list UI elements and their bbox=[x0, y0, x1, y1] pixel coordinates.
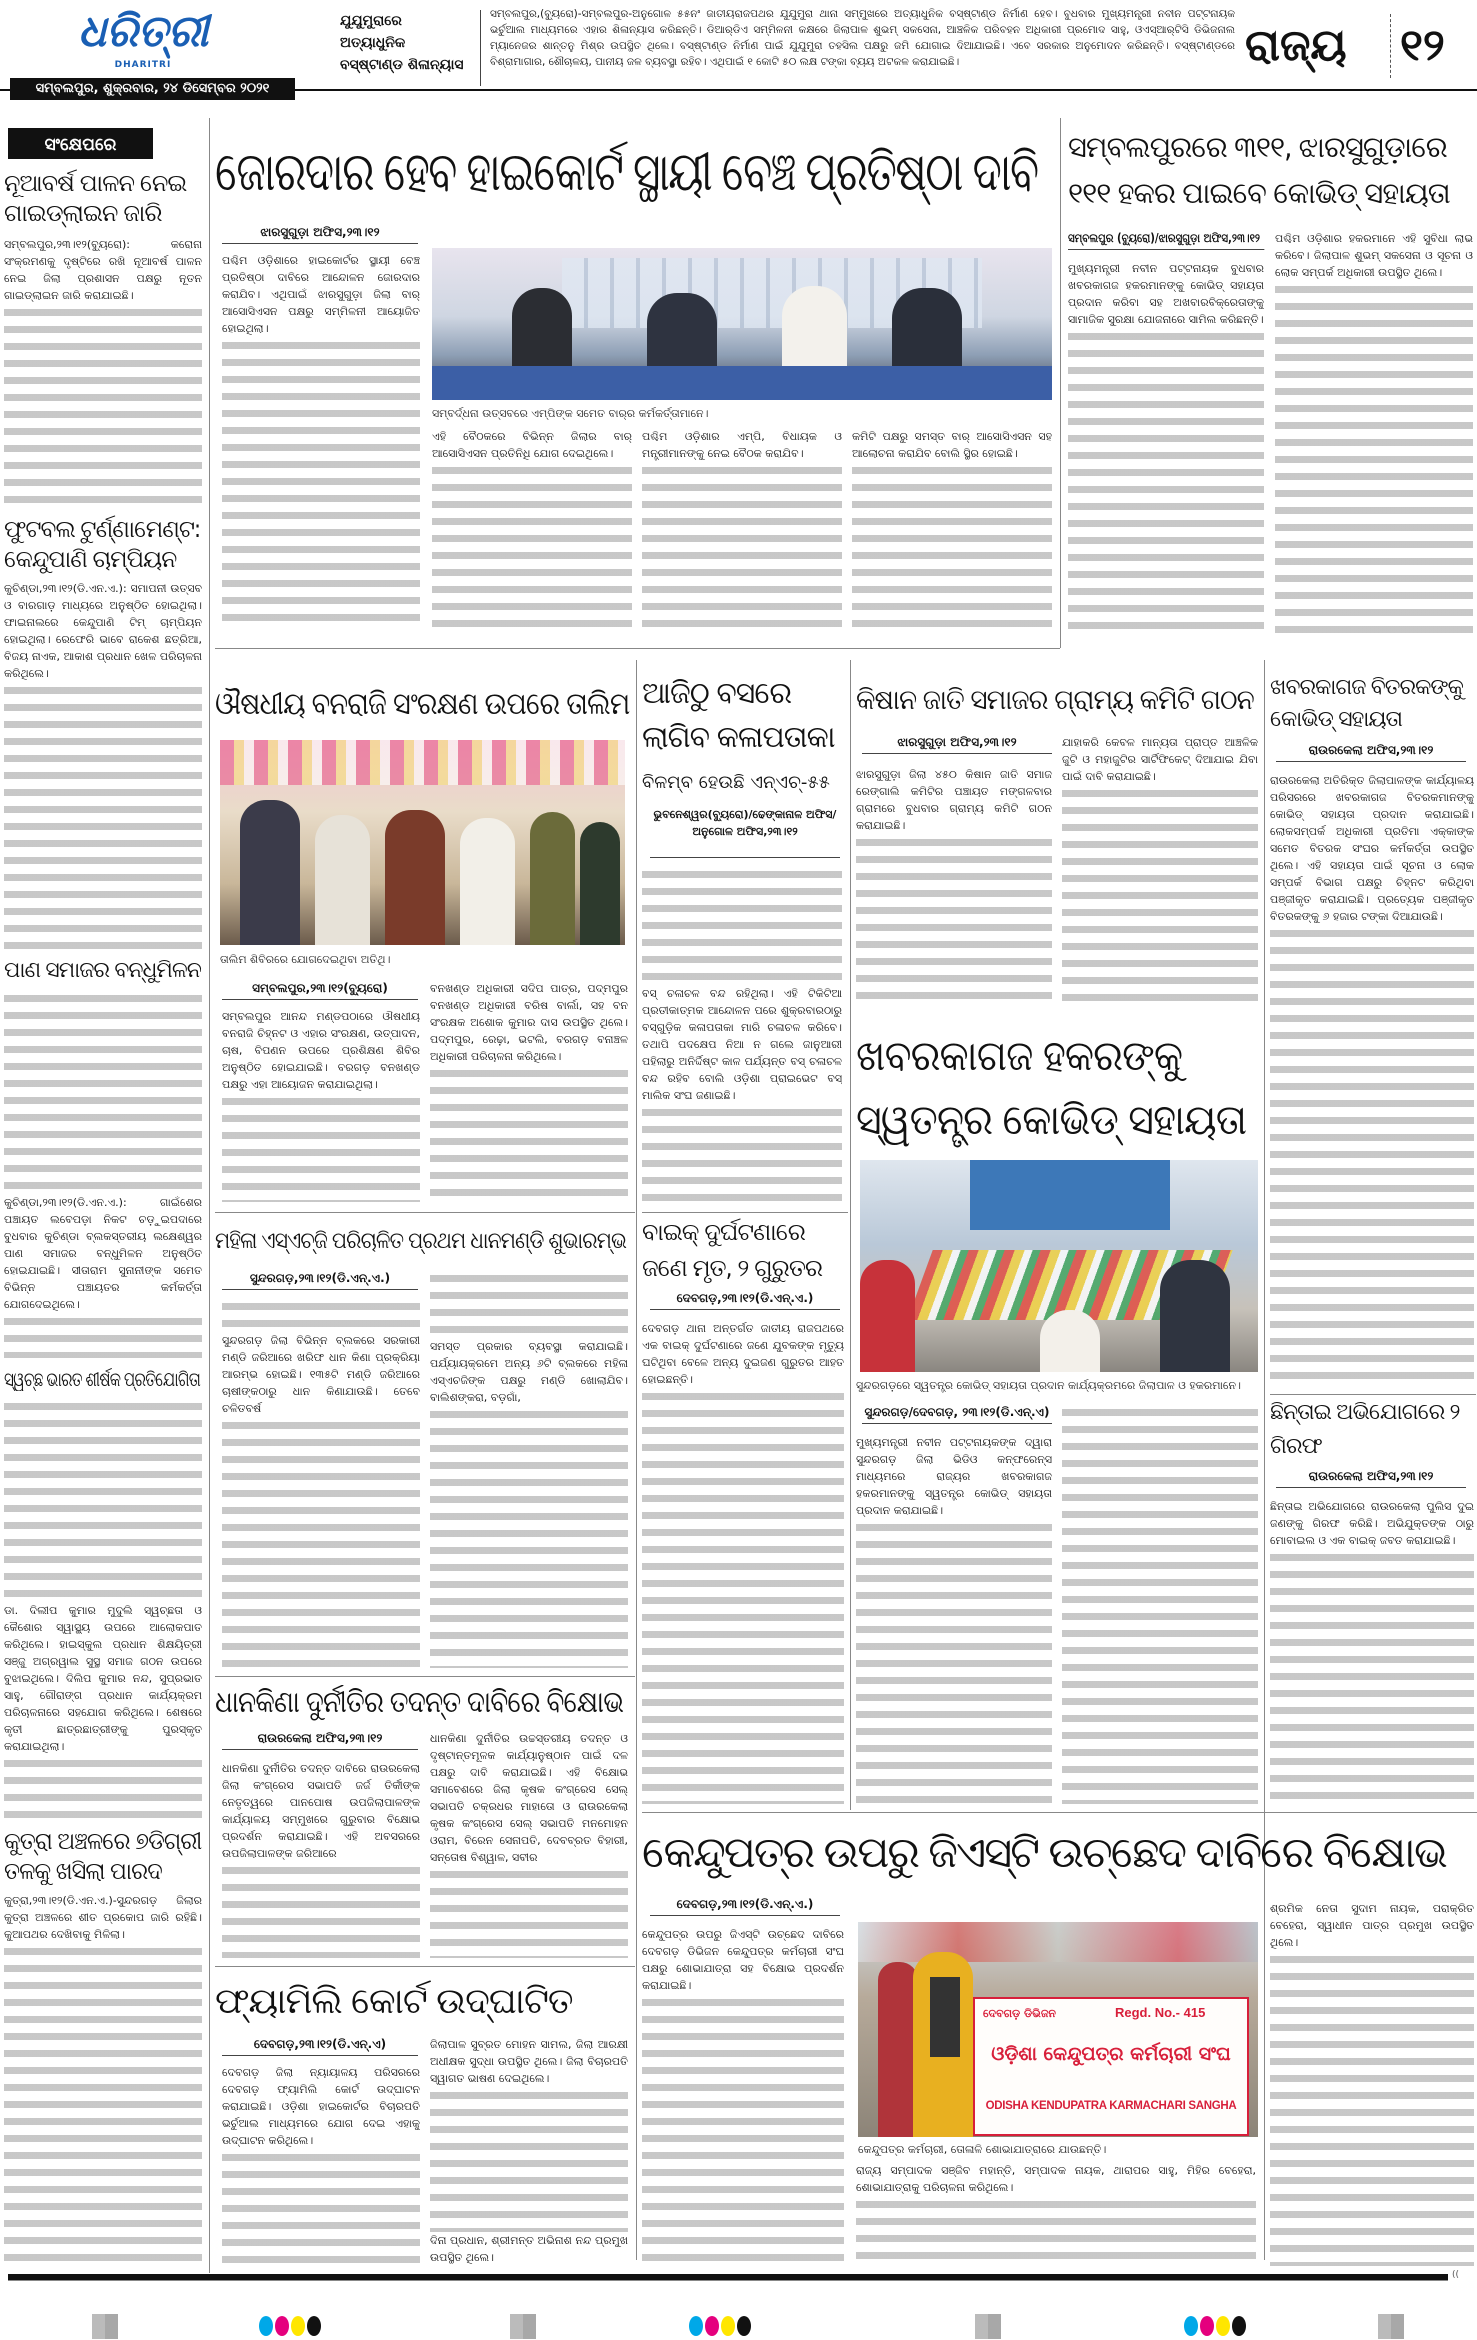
family-body: ଜିଲାପାଳ ସୁବ୍ରତ ମୋହନ ସାମଲ, ଜିଲା ଆରକ୍ଷୀ ଅଧୀକ୍ଷକ ସୁଦ୍ଧା ଉପସ୍ଥିତ ଥିଲେ। ଜିଲା ବିଚାରପତି ସ୍ୱାଗତ ଭାଷଣ ଦେଇଥିଲେ। ଦିନା ପ୍ରଧାନ, ଶ୍ରୀମନ୍ତ ଅଭିନାଶ ନନ୍ଦ ପ୍ରମୁଖ ଉପସ୍ଥିତ ଥିଲେ। bbox=[430, 2038, 628, 2264]
kendu-dateline: ଦେବଗଡ଼,୨୩।୧୨(ଡି.ଏନ୍.ଏ.) bbox=[650, 1896, 840, 1916]
color-registration-icon bbox=[1183, 2316, 1247, 2340]
paddy-dateline: ରାଉରକେଲା ଅଫିସ,୨୩।୧୨ bbox=[222, 1730, 418, 1750]
paddy-body: ଧାନକିଣା ଦୁର୍ନୀତିର ତଦନ୍ତ ଦାବିରେ ରାଉରକେଲା ଜିଲା କଂଗ୍ରେସ ସଭାପତି ଜର୍ଜ ତିର୍କୀଙ୍କ ନେତୃତ୍ୱରେ ପାନପୋଷ ଉପଜିଲାପାଳଙ୍କ କାର୍ଯ୍ୟାଳୟ ସମ୍ମୁଖରେ ଗୁରୁବାର ବିକ୍ଷୋଭ ପ୍ରଦର୍ଶନ କରାଯାଇଛି। ଏହି ଅବସରରେ ଉପଜିଲାପାଳଙ୍କ ଜରିଆରେ bbox=[222, 1760, 420, 1958]
herbal-photo bbox=[220, 740, 625, 945]
distributor-dateline: ରାଉରକେଲା ଅଫିସ,୨୩।୧୨ bbox=[1276, 742, 1466, 762]
bike-headline: ବାଇକ୍ ଦୁର୍ଘଟଣାରେ ଜଣେ ମୃତ, ୨ ଗୁରୁତର bbox=[642, 1218, 823, 1282]
bottom-rule bbox=[8, 2274, 1448, 2281]
herbal-dateline: ସମ୍ବଲପୁର,୨୩।୧୨(ବ୍ୟୁରୋ) bbox=[222, 980, 418, 1000]
gray-swatch bbox=[975, 2314, 1001, 2339]
brief-headline: ନୂଆବର୍ଷ ପାଳନ ନେଇ ଗାଇଡ୍‌ଲାଇନ ଜାରି bbox=[4, 169, 187, 227]
lead-headline: ଜୋରଦାର ହେବ ହାଇକୋର୍ଟ ସ୍ଥାୟୀ ବେଞ୍ଚ ପ୍ରତିଷ୍ଠା ଦାବି bbox=[215, 140, 1038, 203]
lead-body: ପଶ୍ଚିମ ଓଡ଼ିଶାରେ ହାଇକୋର୍ଟର ସ୍ଥାୟୀ ବେଞ୍ଚ ପ୍ରତିଷ୍ଠା ଦାବିରେ ଆନ୍ଦୋଳନ ଜୋରଦାର କରାଯିବ। ଏଥିପାଇଁ ଝାରସୁଗୁଡ଼ା ଜିଲା ବାର୍ ଆସୋସିଏସନ ପକ୍ଷରୁ ସମ୍ମିଳନୀ ଆୟୋଜିତ ହୋଇଥିଲା। bbox=[222, 252, 420, 630]
logo-text: ଧରିତ୍ରୀ bbox=[78, 6, 209, 57]
hawker-body: ମୁଖ୍ୟମନ୍ତ୍ରୀ ନବୀନ ପଟ୍ଟନାୟକ ବୁଧବାର ଖବରକାଗଜ ହକରମାନଙ୍କୁ କୋଭିଡ୍ ସହାୟତା ପ୍ରଦାନ କରିବା ସହ ଅଖବାରବିକ୍ରେତାଙ୍କୁ ସାମାଜିକ ସୁରକ୍ଷା ଯୋଜନାରେ ସାମିଲ କରିଛନ୍ତି। bbox=[1068, 260, 1264, 638]
banner-union-name-english: ODISHA KENDUPATRA KARMACHARI SANGHA bbox=[985, 2100, 1237, 2112]
issue-dateline: ସମ୍ବଲପୁର, ଶୁକ୍ରବାର, ୨୪ ଡିସେମ୍ବର ୨୦୨୧ bbox=[10, 78, 295, 100]
shg-body: ସମସ୍ତ ପ୍ରକାର ବ୍ୟବସ୍ଥା କରାଯାଇଛି। ପର୍ଯ୍ୟାୟକ୍ରମେ ଅନ୍ୟ ୬ଟି ବ୍ଲକରେ ମହିଳା ଏସ୍‌ଏଚଜିଙ୍କ ପକ୍ଷରୁ ମଣ୍ଡି ଖୋଲାଯିବ। ବାଲିଶଙ୍କରା, ବଡ଼ଗାଁ, bbox=[430, 1270, 628, 1668]
kendu-body: ଶ୍ରମିକ ନେତା ସୁଦାମ ନାୟକ, ପରାକ୍ରିତ ବେହେରା, ସ୍ୱାଧୀନ ପାତ୍ର ପ୍ରମୁଖ ଉପସ୍ଥିତ ଥିଲେ। bbox=[1270, 1900, 1474, 2266]
kisan-dateline: ଝାରସୁଗୁଡ଼ା ଅଫିସ,୨୩।୧୨ bbox=[862, 734, 1052, 754]
bike-dateline: ଦେବଗଡ଼,୨୩।୧୨(ଡି.ଏନ୍.ଏ.) bbox=[650, 1290, 840, 1310]
family-body: ଦେବଗଡ଼ ଜିଲା ନ୍ୟାୟାଳୟ ପରିସରରେ ଦେବଗଡ଼ ଫ୍ୟାମିଲି କୋର୍ଟ ଉଦ୍‌ଘାଟନ କରାଯାଇଛି। ଓଡ଼ିଶା ହାଇକୋର୍ଟର ବିଚାରପତି ଭର୍ଚୁଆଲ ମାଧ୍ୟମରେ ଯୋଗ ଦେଇ ଏହାକୁ ଉଦ୍‌ଘାଟନ କରିଥିଲେ। bbox=[222, 2064, 420, 2266]
snatch-headline: ଛିନ୍ତାଇ ଅଭିଯୋଗରେ ୨ ଗିରଫ bbox=[1270, 1400, 1460, 1459]
gray-swatch bbox=[1378, 2314, 1404, 2339]
bike-body: ଦେବଗଡ଼ ଥାନା ଅନ୍ତର୍ଗତ ଜାତୀୟ ରାଜପଥରେ ଏକ ବାଇକ୍ ଦୁର୍ଘଟଣାରେ ଜଣେ ଯୁବକଙ୍କ ମୃତ୍ୟୁ ଘଟିଥିବା ବେଳେ ଅନ୍ୟ ଦୁଇଜଣ ଗୁରୁତର ଆହତ ହୋଇଛନ୍ତି। bbox=[642, 1320, 844, 1804]
kendu-headline: କେନ୍ଦୁପତ୍ର ଉପରୁ ଜିଏସ୍‌ଟି ଉଚ୍ଛେଦ ଦାବିରେ ବିକ୍ଷୋଭ bbox=[642, 1828, 1446, 1878]
paddy-body: ଧାନକିଣା ଦୁର୍ନୀତିର ଉଚ୍ଚସ୍ତରୀୟ ତଦନ୍ତ ଓ ଦୃଷ୍ଟାନ୍ତମୂଳକ କାର୍ଯ୍ୟାନୁଷ୍ଠାନ ପାଇଁ ଦଳ ପକ୍ଷରୁ ଦାବି କରାଯାଇଛି। ଏହି ବିକ୍ଷୋଭ ସମାବେଶରେ ଜିଲା କୃଷକ କଂଗ୍ରେସ ସେଲ୍ ସଭାପତି ଚକ୍ରଧର ମାହାତୋ ଓ ରାଉରକେଲା କୃଷକ କଂଗ୍ରେସ ସେଲ୍ ସଭାପତି ମନମୋହନ ଓରାମ, ବିରେନ ସେନାପତି, ଦେବବ୍ରତ ବିହାରୀ, ସନ୍ତୋଷ ବିଶ୍ୱାଳ, ସବୀର bbox=[430, 1730, 628, 1958]
banner-union-name: ଓଡ଼ିଶା କେନ୍ଦୁପତ୍ର କର୍ମଚାରୀ ସଂଘ bbox=[991, 2043, 1231, 2065]
masthead bbox=[0, 0, 1477, 106]
brief-body: କୁଚିଣ୍ଡା,୨୩।୧୨(ଡି.ଏନ.ଏ.): ସମାପନୀ ଉତ୍ସବ ଓ ବାରଗାଡ଼ ମାଧ୍ୟରେ ଅନୁଷ୍ଠିତ ହୋଇଥିଲା। ଫାଇନାଲରେ କେନ୍ଦୁପାଣି ଟିମ୍ ଚାମ୍ପିୟନ ହୋଇଥିଲା। ରେଫେରି ଭାବେ ରାକେଶ ଛତ୍ରିଆ, ବିଜୟ ନାଏକ, ଆକାଶ ପ୍ରଧାନ ଖେଳ ପରିଚାଳନା କରିଥିଲେ। bbox=[4, 580, 202, 950]
sidebar-brief-column bbox=[0, 118, 205, 2273]
protest-banner bbox=[973, 1997, 1249, 2136]
special-photo bbox=[860, 1160, 1258, 1372]
gray-swatch bbox=[92, 2314, 118, 2339]
special-dateline: ସୁନ୍ଦରଗଡ଼/ଦେବଗଡ଼, ୨୩।୧୨(ଡି.ଏନ୍.ଏ) bbox=[862, 1404, 1052, 1424]
section-label: ରାଜ୍ୟ bbox=[1245, 20, 1347, 71]
brief-headline: କୁତ୍ରା ଅଞ୍ଚଳରେ ୭ଡିଗ୍ରୀ ତଳକୁ ଖସିଲା ପାରଦ bbox=[4, 1827, 202, 1885]
snatch-body: ଛିନ୍ତାଇ ଅଭିଯୋଗରେ ରାଉରକେଲା ପୁଲିସ ଦୁଇ ଜଣଙ୍କୁ ଗିରଫ କରିଛି। ଅଭିଯୁକ୍ତଙ୍କ ଠାରୁ ମୋବାଇଲ ଓ ଏକ ବାଇକ୍ ଜବତ କରାଯାଇଛି। bbox=[1270, 1498, 1474, 1804]
banner-division: ଦେବଗଡ଼ ଡିଭିଜନ bbox=[983, 2007, 1056, 2020]
person-figure bbox=[878, 1962, 918, 2137]
lead-body: କମିଟି ପକ୍ଷରୁ ସମସ୍ତ ବାର୍ ଆସୋସିଏସନ ସହ ଆଲୋଚନା କରାଯିବ ବୋଲି ସ୍ଥିର ହୋଇଛି। bbox=[852, 428, 1052, 628]
lead-photo-caption: ସମ୍ବର୍ଦ୍ଧନା ଉତ୍ସବରେ ଏମ୍‌ପିଙ୍କ ସମେତ ବାର୍‌ର କର୍ମକର୍ତ୍ତାମାନେ। bbox=[432, 407, 709, 420]
hawker-dateline: ସମ୍ବଲପୁର (ବ୍ୟୁରୋ)/ଝାରସୁଗୁଡ଼ା ଅଫିସ,୨୩।୧୨ bbox=[1068, 230, 1264, 250]
kisan-body: ଯାହାକରି କେବଳ ମାନ୍ୟତା ପ୍ରାପ୍ତ ଆଞ୍ଚଳିକ ଜୁଟି ଓ ମହାଜୁଟିର ସାର୍ଟିଫିକେଟ୍ ଦିଆଯାଇ ଯିବା ପାଇଁ ଦାବି କରାଯାଇଛି। bbox=[1062, 734, 1258, 1006]
registration-marks bbox=[0, 2314, 1477, 2339]
lead-dateline: ଝାରସୁଗୁଡ଼ା ଅଫିସ,୨୩।୧୨ bbox=[222, 224, 418, 244]
page-marker: (( bbox=[1452, 2270, 1460, 2280]
special-headline: ଖବରକାଗଜ ହକରଙ୍କୁ ସ୍ୱତନ୍ତ୍ର କୋଭିଡ୍ ସହାୟତା bbox=[856, 1031, 1247, 1144]
bus-body: ବସ୍ ଚଳାଚଳ ବନ୍ଦ ରହିଥିଲା। ଏହି ଟିକିଟିଆ ପ୍ରତୀକାତ୍ମକ ଆନ୍ଦୋଳନ ପରେ ଶୁକ୍ରବାରଠାରୁ ବସ୍‌ଗୁଡ଼ିକ କଳାପତାକା ମାରି ଚଳାଚଳ କରିବେ। ତଥାପି ପଦକ୍ଷେପ ନିଆ ନ ଗଲେ ଜାନୁଆରୀ ପହିଲାରୁ ଅନିର୍ଦ୍ଦିଷ୍ଟ କାଳ ପର୍ଯ୍ୟନ୍ତ ବସ୍ ଚଳାଚଳ ବନ୍ଦ ରହିବ ବୋଲି ଓଡ଼ିଶା ପ୍ରାଇଭେଟ ବସ୍ ମାଲିକ ସଂଘ ଜଣାଇଛି। bbox=[642, 866, 842, 1202]
family-headline: ଫ୍ୟାମିଲି କୋର୍ଟ ଉଦ୍‌ଘାଟିତ bbox=[215, 1981, 573, 2022]
shg-dateline: ସୁନ୍ଦରଗଡ଼,୨୩।୧୨(ଡି.ଏନ୍.ଏ.) bbox=[222, 1270, 418, 1290]
kendu-photo bbox=[858, 1922, 1258, 2137]
special-body bbox=[1062, 1404, 1258, 1804]
person-figure bbox=[930, 1977, 960, 2057]
kendu-body: ରାଜ୍ୟ ସମ୍ପାଦକ ସଞ୍ଜିବ ମହାନ୍ତି, ସମ୍ପାଦକ ନାୟକ, ଥାରାପର ସାହୁ, ମିହିର ବେହେରା, ଶୋଭାଯାତ୍ରାକୁ ପରିଚାଳନା କରିଥିଲେ। bbox=[856, 2162, 1256, 2266]
shg-headline: ମହିଳା ଏସ୍‌ଏଚ୍‌ଜି ପରିଚାଳିତ ପ୍ରଥମ ଧାନମଣ୍ଡି ଶୁଭାରମ୍ଭ bbox=[215, 1228, 627, 1254]
brief-headline: ଯୁଯୁମୁରାରେ ଅତ୍ୟାଧୁନିକ ବସ୍‌ଷ୍ଟାଣ୍ଡ ଶିଳାନ୍ୟାସ bbox=[340, 13, 464, 73]
brief-body: ଡା. ଦିଲୀପ କୁମାର ମୁଦୁଲି ସ୍ୱଚ୍ଛତା ଓ କୈଶୋର ସ୍ୱାସ୍ଥ୍ୟ ଉପରେ ଆଲୋକପାତ କରିଥିଲେ। ହାଇସ୍କୁଲ ପ୍ରଧାନ ଶିକ୍ଷୟିତ୍ରୀ ସଞ୍ଜୁ ଅଗ୍ରୱାଲ ସୁସ୍ଥ ସମାଜ ଗଠନ ଉପରେ ବୁଝାଇଥିଲେ। ଦିଲିପ କୁମାର ନନ୍ଦ, ସୁପ୍ରଭାତ ସାହୁ, ଗୌରାଙ୍ଗ ପ୍ରଧାନ କାର୍ଯ୍ୟକ୍ରମ ପରିଚାଳନାରେ ସହଯୋଗ କରିଥିଲେ। ଶେଷରେ କୃତୀ ଛାତ୍ରଛାତ୍ରୀଙ୍କୁ ପୁରସ୍କୃତ କରାଯାଇଥିଲା। bbox=[4, 1398, 202, 1818]
brief-headline: ସ୍ୱଚ୍ଛ ଭାରତ ଶୀର୍ଷକ ପ୍ରତିଯୋଗିତା bbox=[4, 1367, 201, 1391]
banner-registration: Regd. No.- 415 bbox=[1115, 2005, 1206, 2020]
hawker-body: ପଶ୍ଚିମ ଓଡ଼ିଶାର ହକରମାନେ ଏହି ସୁବିଧା ଲାଭ କରିବେ। ଜିଲାପାଳ ଶୁଭମ୍ ସକସେନା ଓ ସୂଚନା ଓ ଲୋକ ସମ୍ପର୍କ ଅଧିକାରୀ ଉପସ୍ଥିତ ଥିଲେ। bbox=[1275, 230, 1473, 638]
bus-subhead: ବିଳମ୍ବ ହେଉଛି ଏନ୍‌ଏଚ୍-୫୫ bbox=[642, 772, 830, 793]
brief-body: କୁତ୍ରା,୨୩।୧୨(ଡି.ଏନ.ଏ.)-ସୁନ୍ଦରଗଡ଼ ଜିଲାର କୁତ୍ରା ଅଞ୍ଚଳରେ ଶୀତ ପ୍ରକୋପ ଜାରି ରହିଛି। କୁଆପଥର ଦେଖିବାକୁ ମିଳିଲା। bbox=[4, 1892, 202, 2264]
brief-headline: ପାଣ ସମାଜର ବନ୍ଧୁମିଳନ bbox=[4, 958, 201, 983]
herbal-body: ସମ୍ବଲପୁର ଆନନ୍ଦ ମଣ୍ଡପଠାରେ ଔଷଧୀୟ ବନରାଜି ଚିହ୍ନଟ ଓ ଏହାର ସଂରକ୍ଷଣ, ଉତ୍ପାଦନ, ଚାଷ, ବିପଣନ ଉପରେ ପ୍ରଶିକ୍ଷଣ ଶିବିର ଅନୁଷ୍ଠିତ ହୋଇଯାଇଛି। ବରଗଡ଼ ବନଖଣ୍ଡ ପକ୍ଷରୁ ଏହା ଆୟୋଜନ କରାଯାଇଥିଲା। bbox=[222, 1008, 420, 1202]
distributor-headline: ଖବରକାଗଜ ବିତରକଙ୍କୁ କୋଭିଡ୍ ସହାୟତା bbox=[1270, 675, 1463, 732]
color-registration-icon bbox=[258, 2316, 322, 2340]
logo bbox=[78, 4, 208, 76]
logo-subtitle: DHARITRI bbox=[114, 60, 172, 70]
herbal-photo-caption: ତାଲିମ ଶିବିରରେ ଯୋଗଦେଇଥିବା ଅତିଥି। bbox=[220, 953, 391, 966]
lead-photo bbox=[432, 248, 1052, 400]
hawker-headline: ସମ୍ବଲପୁରରେ ୩୧୧, ଝାରସୁଗୁଡ଼ାରେ ୧୧୧ ହକର ପାଇବେ କୋଭିଡ୍ ସହାୟତା bbox=[1068, 130, 1450, 210]
paddy-headline: ଧାନକିଣା ଦୁର୍ନୀତିର ତଦନ୍ତ ଦାବିରେ ବିକ୍ଷୋଭ bbox=[215, 1685, 624, 1720]
family-dateline: ଦେବଗଡ଼,୨୩।୧୨(ଡି.ଏନ୍.ଏ) bbox=[222, 2036, 418, 2056]
bus-dateline: ଭୁବନେଶ୍ୱର(ବ୍ୟୁରୋ)/ଢେଙ୍କାନାଳ ଅଫିସ/ଅନୁଗୋଳ ଅଫିସ,୨୩।୧୨ bbox=[650, 806, 840, 858]
lead-body: ଏହି ବୈଠକରେ ବିଭିନ୍ନ ଜିଲାର ବାର୍ ଆସୋସିଏସନ ପ୍ରତିନିଧି ଯୋଗ ଦେଇଥିଲେ। bbox=[432, 428, 632, 628]
kendu-body: କେନ୍ଦୁପତ୍ର ଉପରୁ ଜିଏସ୍‌ଟି ଉଚ୍ଛେଦ ଦାବିରେ ଦେବଗଡ଼ ଡିଭିଜନ କେନ୍ଦୁପତ୍ର କର୍ମଚାରୀ ସଂଘ ପକ୍ଷରୁ ଶୋଭାଯାତ୍ରା ସହ ବିକ୍ଷୋଭ ପ୍ରଦର୍ଶନ କରାଯାଇଛି। bbox=[642, 1926, 844, 2266]
distributor-body: ରାଉରକେଲା ଅତିରିକ୍ତ ଜିଲାପାଳଙ୍କ କାର୍ଯ୍ୟାଳୟ ପରିସରରେ ଖବରକାଗଜ ବିତରକମାନଙ୍କୁ କୋଭିଡ୍ ସହାୟତା ପ୍ରଦାନ କରାଯାଇଛି। ଲୋକସମ୍ପର୍କ ଅଧିକାରୀ ପ୍ରତିମା ଏକ୍କାଙ୍କ ସମେତ ବିତରକ ସଂଘର କର୍ମକର୍ତ୍ତା ଉପସ୍ଥିତ ଥିଲେ। ଏହି ସହାୟତା ପାଇଁ ସୂଚନା ଓ ଲୋକ ସମ୍ପର୍କ ବିଭାଗ ପକ୍ଷରୁ ଚିହ୍ନଟ କରିଥିବା ପଞ୍ଜୀକୃତ କରାଯାଇଛି। ପ୍ରତ୍ୟେକ ପଞ୍ଜୀକୃତ ବିତରକଙ୍କୁ ୬ ହଜାର ଟଙ୍କା ଦିଆଯାଉଛି। bbox=[1270, 772, 1474, 1384]
special-body: ମୁଖ୍ୟମନ୍ତ୍ରୀ ନବୀନ ପଟ୍ଟନାୟକଙ୍କ ଦ୍ୱାରା ସୁନ୍ଦରଗଡ଼ ଜିଲା ଭିଡିଓ କନ୍‌ଫରେନ୍ସ ମାଧ୍ୟମରେ ରାଜ୍ୟର ଖବରକାଗଜ ହକରମାନଙ୍କୁ ସ୍ୱତନ୍ତ୍ର କୋଭିଡ୍ ସହାୟତା ପ୍ରଦାନ କରାଯାଇଛି। bbox=[856, 1434, 1052, 1804]
color-registration-icon bbox=[688, 2316, 752, 2340]
snatch-dateline: ରାଉରକେଲା ଅଫିସ,୨୩।୧୨ bbox=[1276, 1468, 1466, 1488]
shg-body: ସୁନ୍ଦରଗଡ଼ ଜିଲା ବିଭିନ୍ନ ବ୍ଲକରେ ସରକାରୀ ମଣ୍ଡି ଜରିଆରେ ଖରିଫ ଧାନ କିଣା ପ୍ରକ୍ରିୟା ଆରମ୍ଭ ହୋଇଛି। ୧୩୫ଟି ମଣ୍ଡି ଜରିଆରେ ଚାଷୀଙ୍କଠାରୁ ଧାନ କିଣାଯାଉଛି। ତେବେ ଚଳିତବର୍ଷ bbox=[222, 1298, 420, 1668]
brief-body: ସମ୍ବଲପୁର,(ବ୍ୟୁରୋ)-ସମ୍ବଲପୁର-ଅନୁଗୋଳ ୫୫ନଂ ଜାତୀୟରାଜପଥର ଯୁଯୁମୁରା ଥାନା ସମ୍ମୁଖରେ ଅତ୍ୟାଧୁନିକ ବସ୍‌ଷ୍ଟାଣ୍ଡ ନିର୍ମାଣ ହେବ। ବୁଧବାର ମୁଖ୍ୟମନ୍ତ୍ରୀ ନବୀନ ପଟ୍ଟନାୟକ ଭର୍ଚୁଆଲ ମାଧ୍ୟମରେ ଏହାର ଶିଳାନ୍ୟାସ କରିଛନ୍ତି। ଡିଆର୍‌ଡିଏ ସମ୍ମିଳନୀ କକ୍ଷରେ ଜିଲାପାଳ ଶୁଭମ୍ ସକସେନା, ଆଞ୍ଚଳିକ ପରିବହନ ଅଧିକାରୀ ପ୍ରମୋଦ ସାହୁ, ଓଏସ୍‌ଆର୍‌ଟିସି ଡିଭିଜନାଲ ମ୍ୟାନେଜର ଶାନ୍ତନୁ ମିଶ୍ର ଉପସ୍ଥିତ ଥିଲେ। ବସ୍‌ଷ୍ଟାଣ୍ଡ ନିର୍ମାଣ ପାଇଁ ଯୁଯୁମୁରା ତହସିଲ ପକ୍ଷରୁ ଜମି ଯୋଗାଇ ଦିଆଯାଇଛି। ଏବେ ସରକାର ଅନୁମୋଦନ କରିଛନ୍ତି। ବସ୍‌ଷ୍ଟାଣ୍ଡରେ ବିଶ୍ରାମାଗାର, ଶୌଚାଳୟ, ପାନୀୟ ଜଳ ବ୍ୟବସ୍ଥା ରହିବ। ଏଥିପାଇଁ ୧ କୋଟି ୫୦ ଲକ୍ଷ ଟଙ୍କା ବ୍ୟୟ ଅଟକଳ କରାଯାଇଛି। bbox=[490, 8, 1235, 68]
gray-swatch bbox=[510, 2314, 536, 2339]
special-photo-caption: ସୁନ୍ଦରଗଡ଼ରେ ସ୍ୱତନ୍ତ୍ର କୋଭିଡ୍ ସହାୟତା ପ୍ରଦାନ କାର୍ଯ୍ୟକ୍ରମରେ ଜିଲାପାଳ ଓ ହକରମାନେ। bbox=[856, 1379, 1241, 1392]
brief-headline: ଫୁଟବଲ ଟୁର୍ଣ୍ଣାମେଣ୍ଟ: କେନ୍ଦୁପାଣି ଚାମ୍ପିୟନ bbox=[4, 515, 201, 573]
page-number: ୧୨ bbox=[1400, 20, 1445, 71]
bus-headline: ଆଜିଠୁ ବସରେ ଲାଗିବ କଳାପତାକା bbox=[642, 676, 835, 755]
brief-body: ସମ୍ବଲପୁର,୨୩।୧୨(ବ୍ୟୁରୋ): କରୋନା ସଂକ୍ରମଣକୁ ଦୃଷ୍ଟିରେ ରଖି ନୂଆବର୍ଷ ପାଳନ ନେଇ ଜିଲା ପ୍ରଶାସନ ପକ୍ଷରୁ ନୂତନ ଗାଇଡ୍‌ଲାଇନ ଜାରି କରାଯାଇଛି। bbox=[4, 236, 202, 506]
herbal-headline: ଔଷଧୀୟ ବନରାଜି ସଂରକ୍ଷଣ ଉପରେ ତାଲିମ bbox=[215, 686, 630, 722]
lead-body: ପଶ୍ଚିମ ଓଡ଼ିଶାର ଏମ୍‌ପି, ବିଧାୟକ ଓ ମନ୍ତ୍ରୀମାନଙ୍କୁ ନେଇ ବୈଠକ କରାଯିବ। bbox=[642, 428, 842, 628]
sidebar-title: ସଂକ୍ଷେପରେ bbox=[8, 128, 153, 159]
kisan-headline: କିଷାନ ଜାତି ସମାଜର ଗ୍ରାମ୍ୟ କମିଟି ଗଠନ bbox=[856, 683, 1254, 716]
kendu-photo-caption: କେନ୍ଦୁପତ୍ର କର୍ମଚାରୀ, ତୋଳାଳି ଶୋଭାଯାତ୍ରାରେ ଯାଉଛନ୍ତି। bbox=[858, 2143, 1107, 2156]
herbal-body: ବନଖଣ୍ଡ ଅଧିକାରୀ ସଦିପ ପାତ୍ର, ପଦ୍ମପୁର ବନଖଣ୍ଡ ଅଧିକାରୀ ବରିଷ ବାର୍ଲା, ସହ ବନ ସଂରକ୍ଷକ ଅଶୋକ କୁମାର ଦାସ ଉପସ୍ଥିତ ଥିଲେ। ପଦ୍ମପୁର, ରେଢ଼ା, ଭଟଲି, ବରଗଡ଼ ବନାଞ୍ଚଳ ଅଧିକାରୀ ପରିଚାଳନା କରିଥିଲେ। bbox=[430, 980, 628, 1202]
brief-body: କୁଚିଣ୍ଡା,୨୩।୧୨(ଡି.ଏନ.ଏ.): ଗାଇଁଶେର ପଞ୍ଚାୟତ ଲବେପଡ଼ା ନିକଟ ଚଡ଼ୁଇପଦାରେ ବୁଧବାର କୁଚିଣ୍ଡା ବ୍ଲକସ୍ତରୀୟ ଲକ୍ଷେଶ୍ୱର ପାଣ ସମାଜର ବନ୍ଧୁମିଳନ ଅନୁଷ୍ଠିତ ହୋଇଯାଇଛି। ସୀତାରାମ ସୁନାନୀଙ୍କ ସମେତ ବିଭିନ୍ନ ପଞ୍ଚାୟତର କର୍ମକର୍ତ୍ତା ଯୋଗଦେଇଥିଲେ। bbox=[4, 990, 202, 1358]
kisan-body: ଝାରସୁଗୁଡ଼ା ଜିଲା ୪୫୦ କିଷାନ ଜାତି ସମାଜ ରେଙ୍ଗାଲି କମିଟିର ପଞ୍ଚାୟତ ମଙ୍ଗଳବାର ଗ୍ରାମରେ ବୁଧବାର ଗ୍ରାମ୍ୟ କମିଟି ଗଠନ କରାଯାଇଛି। bbox=[856, 766, 1052, 1006]
